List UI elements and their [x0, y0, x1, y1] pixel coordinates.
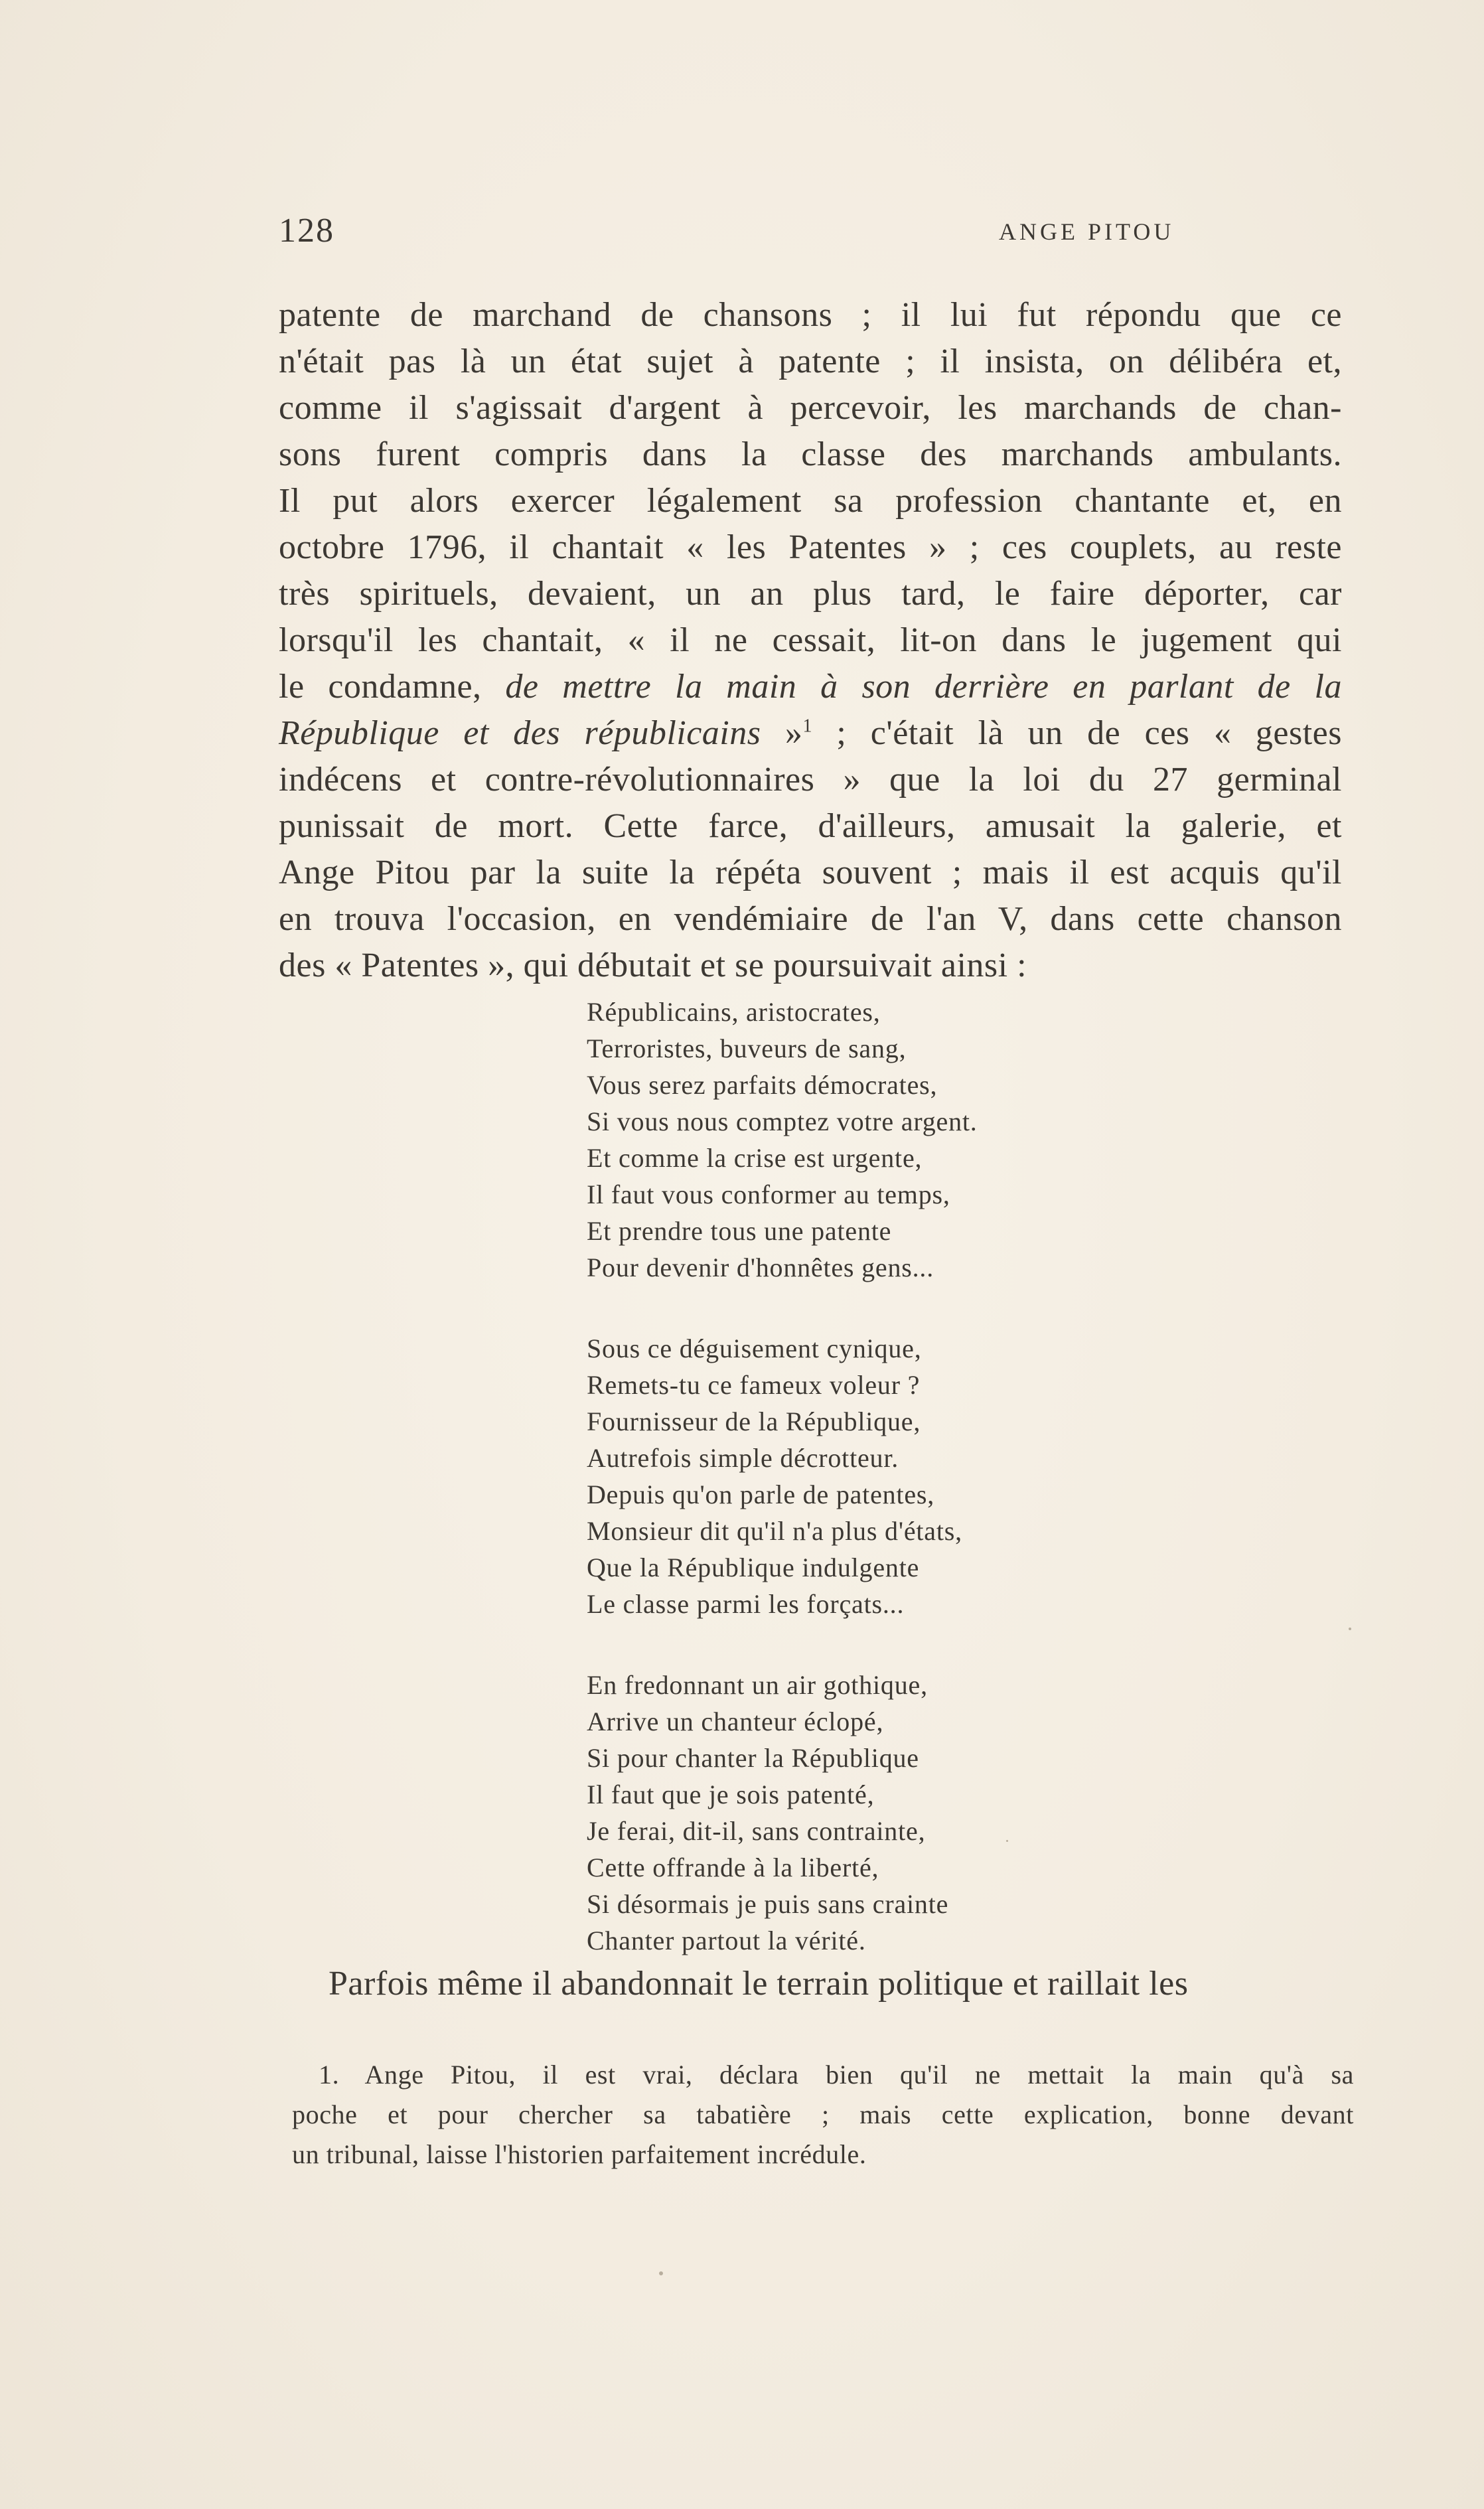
body-line: comme il s'agissait d'argent à percevoir, les marchands de chan- [279, 389, 1342, 427]
verse-line: Le classe parmi les forçats... [587, 1589, 905, 1619]
body-paragraph [279, 292, 1342, 989]
verse-line: Si désormais je puis sans crainte [587, 1889, 949, 1919]
body-line: très spirituels, devaient, un an plus tard, le faire déporter, car [279, 575, 1342, 613]
verse-line: Terroristes, buveurs de sang, [587, 1033, 907, 1063]
page-header [279, 211, 1341, 251]
body-text-roman: le condamne, [279, 668, 506, 706]
verse-line: Vous serez parfaits démocrates, [587, 1070, 938, 1100]
closing-guillemet: » [761, 714, 803, 752]
footnote-reference: 1 [802, 716, 812, 737]
body-line: sons furent compris dans la classe des marchands ambulants. [279, 435, 1342, 473]
verse-line: Monsieur dit qu'il n'a plus d'états, [587, 1516, 962, 1546]
verse-line: Et comme la crise est urgente, [587, 1143, 923, 1173]
paper-speck [1349, 1628, 1351, 1630]
verse-line: En fredonnant un air gothique, [587, 1670, 928, 1700]
page-number: 128 [279, 212, 334, 250]
body-line: lorsqu'il les chantait, « il ne cessait, lit-on dans le jugement qui [279, 621, 1342, 659]
verse-line: Cette offrande à la liberté, [587, 1853, 879, 1882]
verse-line: Il faut que je sois patenté, [587, 1780, 875, 1809]
verse-line: Si pour chanter la République [587, 1743, 919, 1773]
body-line: n'était pas là un état sujet à patente ; il insista, on délibéra et, [279, 342, 1342, 380]
verse-line: Il faut vous conformer au temps, [587, 1179, 950, 1209]
body-line: patente de marchand de chansons ; il lui fut répondu que ce [279, 296, 1342, 334]
body-line-quote-start [279, 664, 1342, 710]
stanza-3 [587, 1667, 1184, 1959]
paper-speck [659, 2271, 663, 2275]
footnote-line: un tribunal, laisse l'historien parfaitement incrédule. [292, 2139, 867, 2169]
verse-line: Pour devenir d'honnêtes gens... [587, 1253, 934, 1282]
body-line: octobre 1796, il chantait « les Patentes » ; ces couplets, au reste [279, 528, 1342, 566]
verse-line: Que la République indulgente [587, 1553, 920, 1582]
body-line: punissait de mort. Cette farce, d'ailleurs, amusait la galerie, et [279, 807, 1342, 845]
verse-line: Depuis qu'on parle de patentes, [587, 1480, 935, 1509]
verse-line: Arrive un chanteur éclopé, [587, 1707, 884, 1736]
footnote-line: poche et pour chercher sa tabatière ; mais cette explication, bonne devant [292, 2099, 1354, 2129]
footnote-line: 1. Ange Pitou, il est vrai, déclara bien qu'il ne mettait la main qu'à sa [319, 2060, 1354, 2090]
continuation-paragraph: Parfois même il abandonnait le terrain politique et raillait les [329, 1965, 1189, 2003]
verse-line: Remets-tu ce fameux voleur ? [587, 1370, 921, 1400]
verse-line: Républicains, aristocrates, [587, 997, 881, 1027]
body-text-roman: ; c'était là un de ces « gestes [812, 714, 1343, 752]
verse-line: Fournisseur de la République, [587, 1407, 921, 1436]
song-lyrics [587, 994, 1184, 2003]
verse-line: Chanter partout la vérité. [587, 1926, 866, 1955]
stanza-2 [587, 1330, 1184, 1622]
quoted-italic-text: de mettre la main à son derrière en parlant de la [505, 668, 1342, 706]
body-line: indécens et contre-révolutionnaires » que la loi du 27 germinal [279, 761, 1342, 798]
body-line: Il put alors exercer légalement sa profession chantante et, en [279, 482, 1342, 520]
stanza-1 [587, 994, 1184, 1286]
quoted-italic-text: République et des républicains [279, 714, 761, 752]
footnote [292, 2055, 1354, 2174]
verse-line: Autrefois simple décrotteur. [587, 1443, 899, 1473]
verse-line: Je ferai, dit-il, sans contrainte, [587, 1816, 926, 1846]
verse-line: Et prendre tous une patente [587, 1216, 892, 1246]
running-head: ANGE PITOU [999, 218, 1175, 245]
body-line-last: des « Patentes », qui débutait et se poursuivait ainsi : [279, 947, 1027, 984]
verse-line: Si vous nous comptez votre argent. [587, 1106, 978, 1136]
body-line: Ange Pitou par la suite la répéta souvent ; mais il est acquis qu'il [279, 854, 1342, 891]
verse-line: Sous ce déguisement cynique, [587, 1333, 922, 1363]
paper-speck [1006, 1840, 1008, 1842]
body-line-quote-end [279, 710, 1342, 757]
body-line: en trouva l'occasion, en vendémiaire de l'an V, dans cette chanson [279, 900, 1342, 938]
